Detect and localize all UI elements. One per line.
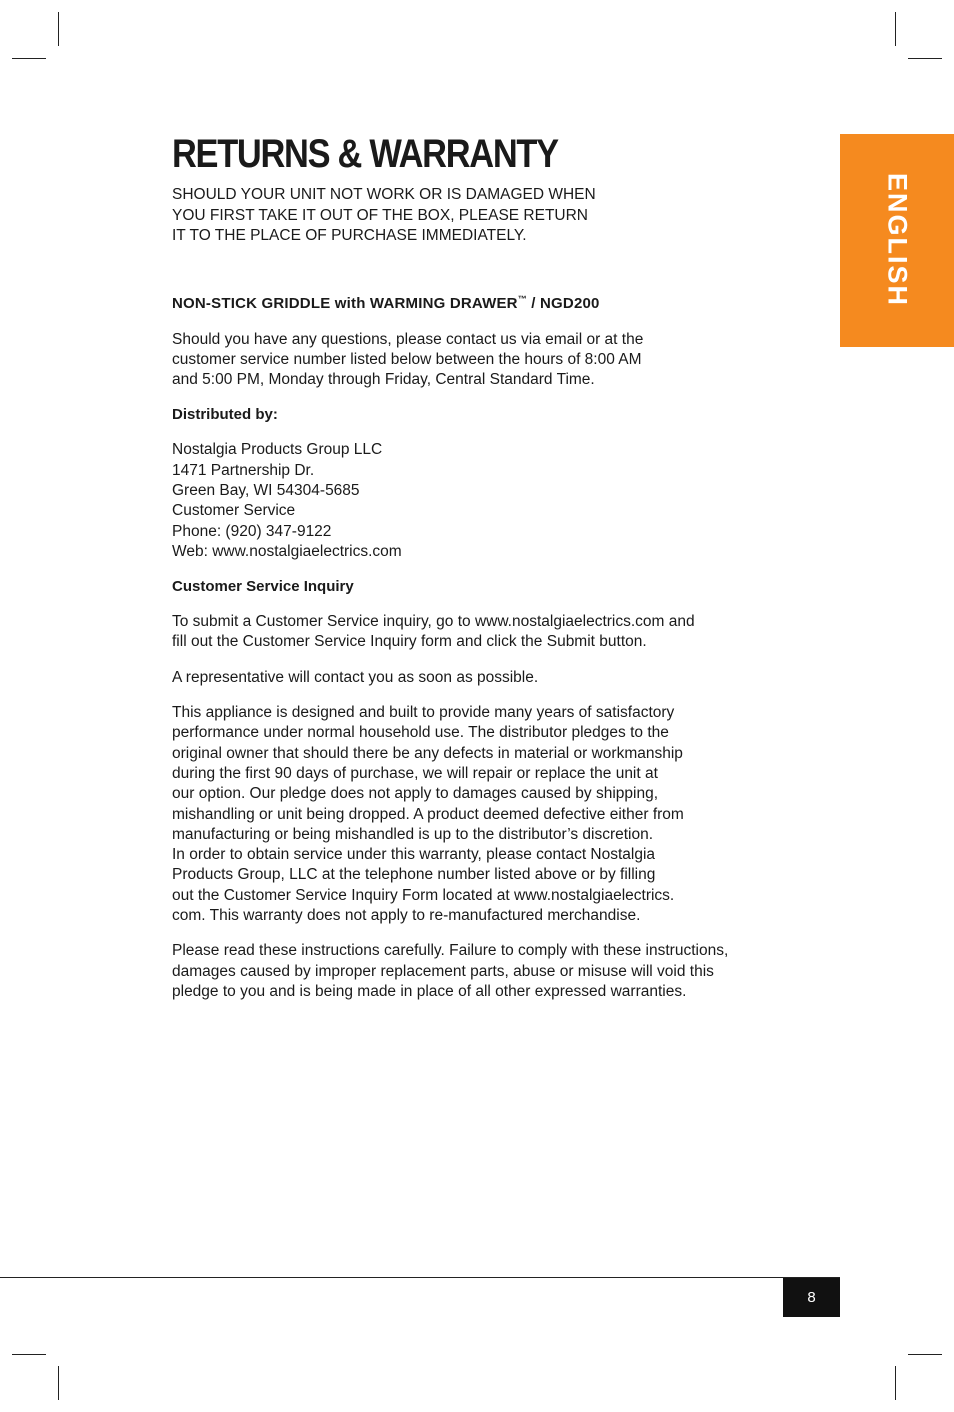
- language-tab-label: ENGLISH: [882, 172, 913, 308]
- page-number-text: 8: [807, 1289, 816, 1306]
- inquiry-paragraph: To submit a Customer Service inquiry, go to www.nostalgiaelectrics.com and fill out the Customer Service Inquiry form and click the Submit button.: [172, 613, 695, 651]
- questions-paragraph: Should you have any questions, please contact us via email or at the customer service number listed below between the hours of 8:00 AM and 5:00 PM, Monday through Friday, Central Standard Time.: [172, 330, 644, 389]
- warranty-paragraph: This appliance is designed and built to provide many years of satisfactory performance under normal household use. The distributor pledges to the original owner that should there be any defects in material or workmanship during the first 90 days of purchase, we will repair or replace the unit at our option. Our pledge does not apply to damages caused by shipping, mishandling or unit being dropped. A product deemed defective either from manufacturing or being mishandled is up to the distributor’s discretion. In order to obtain service under this warranty, please contact Nostalgia Products Group, LLC at the telephone number listed above or by filling out the Customer Service Inquiry Form located at www.nostalgiaelectrics. com. This warranty does not apply to re-manufactured merchandise.: [172, 704, 684, 925]
- inquiry-heading: Customer Service Inquiry: [172, 578, 354, 596]
- crop-mark: [908, 58, 942, 59]
- crop-mark: [12, 58, 46, 59]
- page-title: RETURNS & WARRANTY: [172, 132, 558, 176]
- crop-mark: [895, 12, 896, 46]
- distributor-address: Nostalgia Products Group LLC 1471 Partnership Dr. Green Bay, WI 54304-5685 Customer Service Phone: (920) 347-9122 Web: www.nostalgiaelectrics.com: [172, 441, 402, 560]
- lead-notice: SHOULD YOUR UNIT NOT WORK OR IS DAMAGED WHEN YOU FIRST TAKE IT OUT OF THE BOX, PLEASE RETURN IT TO THE PLACE OF PURCHASE IMMEDIATELY.: [172, 186, 596, 244]
- product-model: / NGD200: [526, 294, 600, 312]
- crop-mark: [58, 1366, 59, 1400]
- page-number: [783, 1278, 840, 1317]
- language-tab: [840, 134, 954, 347]
- closing-paragraph: Please read these instructions carefully. Failure to comply with these instructions, damages caused by improper replacement parts, abuse or misuse will void this pledge to you and is being made in place of all other expressed warranties.: [172, 942, 729, 1000]
- crop-mark: [58, 12, 59, 46]
- product-heading: [172, 294, 832, 314]
- trademark-symbol: ™: [517, 293, 527, 304]
- distributed-by-heading: Distributed by:: [172, 406, 278, 424]
- product-name: NON-STICK GRIDDLE with WARMING DRAWER: [172, 294, 518, 312]
- footer-rule: [0, 1277, 840, 1278]
- crop-mark: [12, 1354, 46, 1355]
- crop-mark: [895, 1366, 896, 1400]
- page-content: [172, 130, 832, 1002]
- representative-paragraph: A representative will contact you as soon as possible.: [172, 668, 539, 686]
- crop-mark: [908, 1354, 942, 1355]
